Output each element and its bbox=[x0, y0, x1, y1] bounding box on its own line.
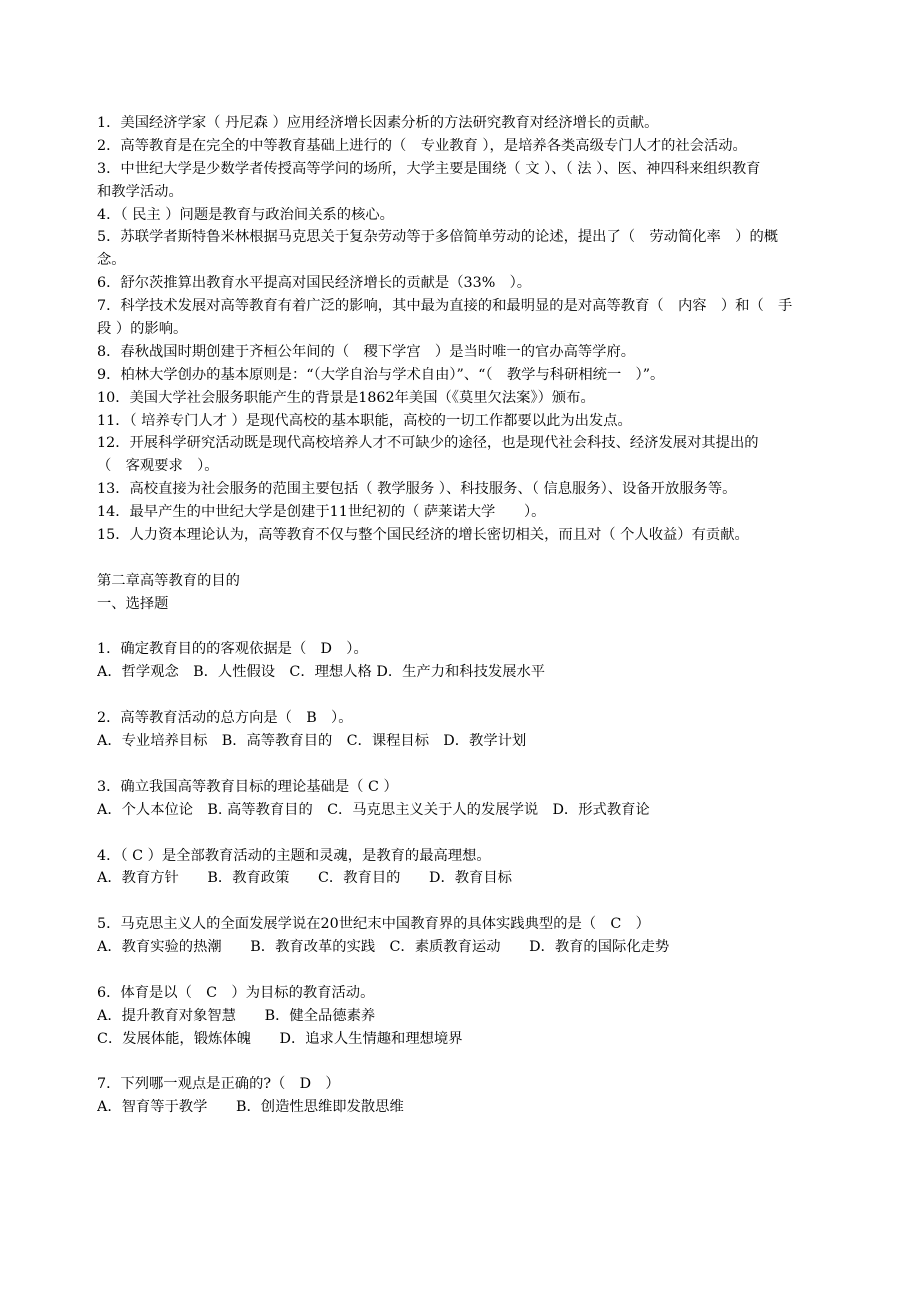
question-6 bbox=[97, 982, 867, 1051]
question-3 bbox=[97, 776, 867, 822]
spacer bbox=[97, 547, 867, 570]
spacer bbox=[97, 890, 867, 913]
blank-item-6-line: 6．舒尔茨推算出教育水平提高对国民经济增长的贡献是（33% ）。 bbox=[97, 275, 532, 292]
question-stem: 1．确定教育目的的客观依据是（ D ）。 bbox=[97, 641, 368, 658]
question-options: A．个人本位论 B. 高等教育目的 C．马克思主义关于人的发展学说 D．形式教育论 bbox=[97, 801, 650, 818]
blank-item-3-line-b: 和教学活动。 bbox=[97, 183, 183, 200]
question-5 bbox=[97, 913, 867, 959]
blank-item-15-line: 15．人力资本理论认为，高等教育不仅与整个国民经济的增长密切相关，而且对（ 个人收益）有贡献。 bbox=[97, 527, 749, 544]
blank-item-12-line-a: 12．开展科学研究活动既是现代高校培养人才不可缺少的途径，也是现代社会科技、经济发展对其提出的 bbox=[97, 435, 759, 452]
blank-item-3-line-a: 3．中世纪大学是少数学者传授高等学问的场所，大学主要是围绕（ 文 ）、（ 法 ）、医、神四科来组织教育 bbox=[97, 160, 761, 177]
question-options: A．智育等于教学 B．创造性思维即发散思维 bbox=[97, 1099, 404, 1116]
section-heading: 一、选择题 bbox=[97, 595, 169, 612]
blank-item-13-line: 13．高校直接为社会服务的范围主要包括（ 教学服务 ）、科技服务、（ 信息服务）、设备开放服务等。 bbox=[97, 481, 737, 498]
blank-item-5-line-b: 念。 bbox=[97, 252, 126, 269]
chapter-title: 第二章高等教育的目的 bbox=[97, 572, 240, 589]
blank-item-5-line-a: 5．苏联学者斯特鲁米林根据马克思关于复杂劳动等于多倍简单劳动的论述，提出了（ 劳动简化率 ）的概 bbox=[97, 229, 779, 246]
question-stem: 6．体育是以（ C ）为目标的教育活动。 bbox=[97, 984, 375, 1001]
question-stem: 2．高等教育活动的总方向是（ B ）。 bbox=[97, 710, 353, 727]
question-options: A．专业培养目标 B．高等教育目的 C．课程目标 D．教学计划 bbox=[97, 733, 527, 750]
question-options: A．教育方针 B．教育政策 C．教育目的 D．教育目标 bbox=[97, 870, 512, 887]
blank-item-1-line: 1．美国经济学家（ 丹尼森 ）应用经济增长因素分析的方法研究教育对经济增长的贡献。 bbox=[97, 115, 659, 131]
blank-item-9-line: 9．柏林大学创办的基本原则是：“（大学自治与学术自由）”、“（ 教学与科研相统一 ）”。 bbox=[97, 366, 665, 383]
document-content bbox=[97, 112, 867, 1119]
question-4 bbox=[97, 845, 867, 891]
question-options: A．哲学观念 B．人性假设 C．理想人格 D．生产力和科技发展水平 bbox=[97, 664, 546, 681]
blank-item-14-line: 14．最早产生的中世纪大学是创建于11世纪初的（ 萨莱诺大学 ）。 bbox=[97, 504, 546, 521]
blank-item-11-line: 11．（ 培养专门人才 ）是现代高校的基本职能，高校的一切工作都要以此为出发点。 bbox=[97, 412, 632, 429]
question-7 bbox=[97, 1073, 867, 1119]
blank-item-4-line: 4．（ 民主 ）问题是教育与政治间关系的核心。 bbox=[97, 206, 394, 223]
blank-item-8-line: 8．春秋战国时期创建于齐桓公年间的（ 稷下学宫 ）是当时唯一的官办高等学府。 bbox=[97, 343, 636, 360]
question-1 bbox=[97, 638, 867, 684]
spacer bbox=[97, 822, 867, 845]
question-2 bbox=[97, 707, 867, 753]
blank-item-10-line: 10．美国大学社会服务职能产生的背景是1862年美国（《莫里欠法案》）颁布。 bbox=[97, 389, 595, 406]
blank-item-12-line-b: （ 客观要求 ）。 bbox=[97, 458, 219, 475]
spacer bbox=[97, 1051, 867, 1074]
question-stem: 3．确立我国高等教育目标的理论基础是（ C ） bbox=[97, 778, 398, 795]
question-options: C．发展体能，锻炼体魄 D．追求人生情趣和理想境界 bbox=[97, 1030, 463, 1047]
blank-item-7-line-b: 段 ）的影响。 bbox=[97, 321, 188, 338]
blank-item-2-line: 2．高等教育是在完全的中等教育基础上进行的（ 专业教育 ），是培养各类高级专门人才的社会活动。 bbox=[97, 137, 747, 154]
blank-item-7-line-a: 7．科学技术发展对高等教育有着广泛的影响，其中最为直接的和最明显的是对高等教育（ 内容 ）和（ 手 bbox=[97, 298, 793, 315]
question-stem: 5．马克思主义人的全面发展学说在20世纪末中国教育界的具体实践典型的是（ C ） bbox=[97, 916, 650, 933]
question-options: A．教育实验的热潮 B．教育改革的实践 C．素质教育运动 D．教育的国际化走势 bbox=[97, 939, 670, 956]
spacer bbox=[97, 684, 867, 707]
question-stem: 4．（ C ）是全部教育活动的主题和灵魂，是教育的最高理想。 bbox=[97, 847, 491, 864]
question-stem: 7．下列哪一观点是正确的?（ D ） bbox=[97, 1076, 340, 1093]
question-options: A．提升教育对象智慧 B．健全品德素养 bbox=[97, 1007, 376, 1024]
fill-in-blank-list bbox=[97, 112, 867, 547]
spacer bbox=[97, 959, 867, 982]
spacer bbox=[97, 753, 867, 776]
spacer bbox=[97, 616, 867, 639]
